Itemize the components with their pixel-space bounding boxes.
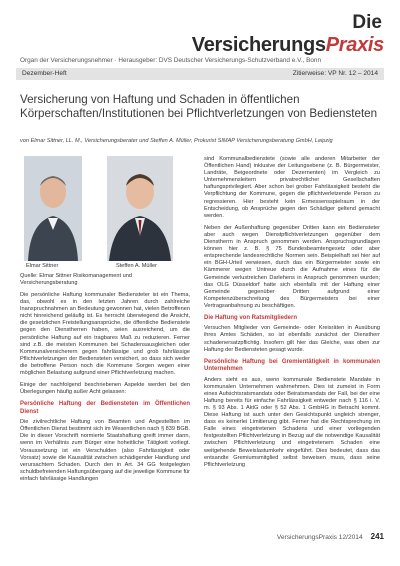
author-photos xyxy=(20,156,195,268)
logo-praxis: Praxis xyxy=(325,34,384,56)
author-photo-mueller xyxy=(107,156,173,261)
article-byline: von Elmar Sittner, LL. M., Versicherungsberater und Steffen A. Müller, Prokurist SIMAP Versicherungsberatung GmbH, Leipzig xyxy=(20,138,333,144)
page-number: 241 xyxy=(370,532,384,541)
journal-logo xyxy=(192,12,384,57)
paragraph: Versuchen Mitglieder von Gemeinde- oder Kreisräten in Ausübung ihres Amtes Schäden, so ist ebenfalls zunächst der Dienstherr schadenersatzpflichtig. Insofern gilt hier das Gleiche, was oben zur Haftung der Bediensteten gesagt wurde. xyxy=(204,325,380,353)
paragraph: Die zivilrechtliche Haftung von Beamten und Angestellten im Öffentlichen Dienst bestimmt sich im Wesentlichen nach § 839 BGB. Die in dieser Vorschrift normierte Staatshaftung greift immer dann, wenn im Verhältnis zum Bürger eine hoheitliche Tätigkeit vorliegt. Voraussetzung ist ein Verschulden (also Fahrlässigkeit oder Vorsatz) sowie die Kausalität zwischen schädigender Handlung und verursachtem Schaden. Durch den in Art. 34 GG festgelegten schuldbefreienden Haftungsübergang auf die jeweilige Kommune für einfach fahrlässige Handlungen xyxy=(20,419,190,482)
citation-label: Zitierweise: VP Nr. 12 – 2014 xyxy=(292,70,378,77)
portrait-illustration xyxy=(107,156,173,261)
photo-source: Quelle: Elmar Sittner Risikomanagement und Versicherungsberatung xyxy=(20,273,132,286)
section-heading: Die Haftung von Ratsmitgliedern xyxy=(204,314,298,321)
paragraph: Neben der Außenhaftung gegenüber Dritten kann ein Bediensteter aber auch wegen Dienstpflichtverletzungen gegenüber dem Dienstherrn in Anspruch genommen werden. Anspruchsgrundlagen können hier z. B. § 75 Bundesbeamtengesetz oder aber entsprechende landesrechtliche Normen sein. Beispielhaft sei hier auf ein BGH-Urteil verwiesen, durch das ein Bürgermeister sowie ein Kämmerer wegen Untreue durch die Aufnahme eines für die Gemeinde verlustreichen Darlehens in Anspruch genommen wurden; das OLG Düsseldorf hatte sich ebenfalls mit der Haftung einer Gemeinde gegenüber Dritten aufgrund einer Kompetenzüberschreitung des Bürgermeisters bei einer Vertragsanbahnung zu beschäftigen. xyxy=(204,224,380,309)
section-heading: Persönliche Haftung der Bediensteten im Öffentlichen Dienst xyxy=(20,401,190,415)
page-footer xyxy=(277,532,384,541)
photo-caption-sittner: Elmar Sittner xyxy=(26,263,59,269)
article-title: Versicherung von Haftung und Schaden in öffentlichen Körperschaften/Institutionen bei Pflichtverletzungen von Bediensteten xyxy=(20,93,378,120)
logo-versicherungs: Versicherungs xyxy=(191,34,326,56)
portrait-illustration xyxy=(24,156,82,261)
issue-label: Dezember-Heft xyxy=(22,70,67,77)
logo-die: Die xyxy=(352,12,382,33)
paragraph: Die persönliche Haftung kommunaler Bediensteter ist ein Thema, das, obwohl es in den letzten Jahren durch zahlreiche Inanspruchnahmen an Bedeutung gewonnen hat, vielen Betroffenen nicht hinreichend geläufig ist. Es herrscht überwiegend die Ansicht, die gesetzlichen Freistellungsansprüche, die öffentliche Bedienstete gegen den Dienstherren haben, seien ausreichend, um die persönliche Haftung auf ein tragbares Maß zu reduzieren. Ferner sind z.B. die meisten Kommunen bei Schadensausgleichen oder Kommunalversicherern gegen fahrlässige und grob fahrlässige Pflichtverletzungen der Bediensteten versichert, so dass sich weder die betroffene Person noch die Kommune Sorgen wegen einer möglichen Belastung aufgrund einer Pflichtverletzung machen. xyxy=(20,292,190,377)
paragraph: Einige der nachfolgend beschriebenen Aspekte werden bei den Überlegungen häufig außer Acht gelassen: xyxy=(20,382,190,396)
photo-caption-mueller: Steffen A. Müller xyxy=(116,263,157,269)
publisher-line: Organ der Versicherungsnehmer · Herausgeber: DVS Deutscher Versicherungs-Schutzverband e.V., Bonn xyxy=(20,57,321,64)
text-column-left xyxy=(20,292,190,488)
text-column-right xyxy=(204,156,380,474)
issue-bar xyxy=(16,68,384,80)
paragraph: sind Kommunalbedienstete (sowie alle anderen Mitarbeiter der Öffentlichen Hand) inklusive der Leitungsebene (z. B. Bürgermeister, Landräte, Beigeordnete oder Dezernenten) im Vergleich zu Unternehmensleitern privatrechtlicher Gesellschaften haftungsprivilegiert. Aber schon bei grober Fahrlässigkeit besteht die Verpflichtung der Kommune, gegen die pflichtverletzende Person zu regressieren. Hier besteht kein Ermessensspielraum in der Entscheidung, ob Ansprüche gegen den Schädiger geltend gemacht werden. xyxy=(204,156,380,219)
footer-source: VersicherungsPraxis 12/2014 xyxy=(276,534,363,541)
author-photo-sittner xyxy=(24,156,82,261)
section-heading: Persönliche Haftung bei Gremientätigkeit in kommunalen Unternehmen xyxy=(204,358,380,373)
logo-wordmark xyxy=(192,34,384,57)
paragraph: Anders sieht es aus, wenn kommunale Bedienstete Mandate in kommunalen Unternehmen wahrnehmen. Dies ist zumeist in Form eines Aufsichtsratsmandats oder Beiratsmandats der Fall, bei der eine Haftung bereits für einfache Fahrlässigkeit entweder nach § 116 i. V. m. § 93 Abs. 1 AktG oder § 52 Abs. 1 GmbHG in Betracht kommt. Diese Haftung ist auch unter den Gesichtspunkt ungleich strenger, dass es keinerlei Limitierung gibt. Ferner hat die Rechtsprechung im Falle eines eingetretenen Schadens und einer vorliegenden festgestellten Pflichtverletzung in Bezug auf die notwendige Kausalität zwischen Pflichtverletzung und eingetretenem Schaden eine weitgehende Beweislastumkehr eingeführt. Dies bedeutet, dass das entsandte Gremiumsmitglied selbst beweisen muss, dass seine Pflichtverletzung xyxy=(204,376,380,468)
